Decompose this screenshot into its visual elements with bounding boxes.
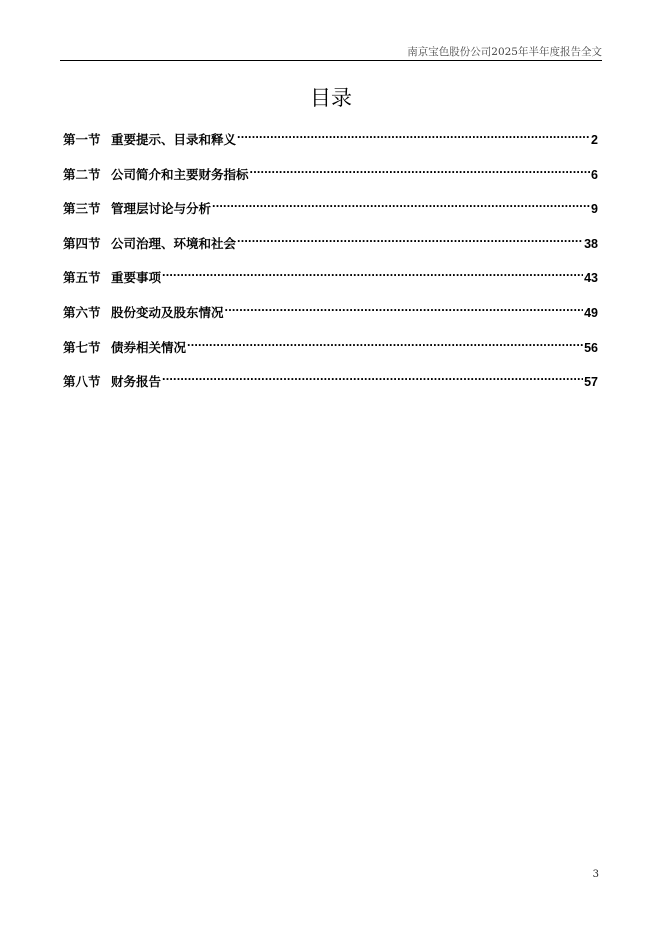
toc-section-number: 第七节 [63, 340, 101, 355]
toc-section-title: 公司简介和主要财务指标 [111, 167, 249, 182]
toc-section-title: 重要提示、目录和释义 [111, 133, 237, 147]
toc-section-number: 第五节 [63, 271, 101, 286]
page-number: 3 [592, 869, 599, 880]
toc-section-title: 债券相关情况 [111, 340, 187, 355]
toc-leader-dots [187, 332, 583, 352]
table-of-contents [63, 124, 598, 401]
toc-section-number: 第六节 [63, 305, 101, 320]
toc-section-number: 第三节 [63, 202, 101, 217]
toc-leader-dots [250, 159, 591, 179]
toc-section-title: 股份变动及股东情况 [111, 305, 224, 320]
toc-entry[interactable] [63, 262, 598, 297]
toc-entry[interactable] [63, 159, 598, 194]
toc-page-number: 9 [591, 202, 598, 217]
toc-entry[interactable] [63, 332, 598, 367]
toc-page-number: 57 [584, 375, 598, 390]
toc-leader-dots [225, 297, 584, 317]
toc-entry[interactable] [63, 193, 598, 228]
toc-page-number: 38 [584, 236, 598, 251]
toc-section-title: 财务报告 [111, 375, 162, 390]
toc-entry[interactable] [63, 297, 598, 332]
toc-leader-dots [162, 366, 583, 386]
toc-leader-dots [162, 262, 583, 282]
toc-section-number: 第八节 [63, 375, 101, 390]
toc-section-title: 重要事项 [111, 271, 162, 286]
toc-page-number: 56 [584, 340, 598, 355]
toc-page-number: 43 [584, 271, 598, 286]
toc-leader-dots [237, 124, 590, 144]
toc-entry[interactable] [63, 124, 598, 159]
toc-section-title: 公司治理、环境和社会 [111, 236, 237, 251]
toc-section-number: 第一节 [63, 133, 101, 147]
toc-page-number: 6 [591, 167, 598, 182]
toc-section-title: 管理层讨论与分析 [111, 202, 212, 217]
toc-entry[interactable] [63, 228, 598, 263]
toc-page-number: 49 [584, 305, 598, 320]
toc-title: 目录 [310, 86, 352, 110]
toc-leader-dots [212, 193, 590, 213]
toc-entry[interactable] [63, 366, 598, 401]
toc-leader-dots [237, 228, 583, 248]
toc-section-number: 第四节 [63, 236, 101, 251]
toc-section-number: 第二节 [63, 167, 101, 182]
running-header: 南京宝色股份公司2025年半年度报告全文 [60, 46, 602, 61]
toc-page-number: 2 [591, 133, 598, 147]
